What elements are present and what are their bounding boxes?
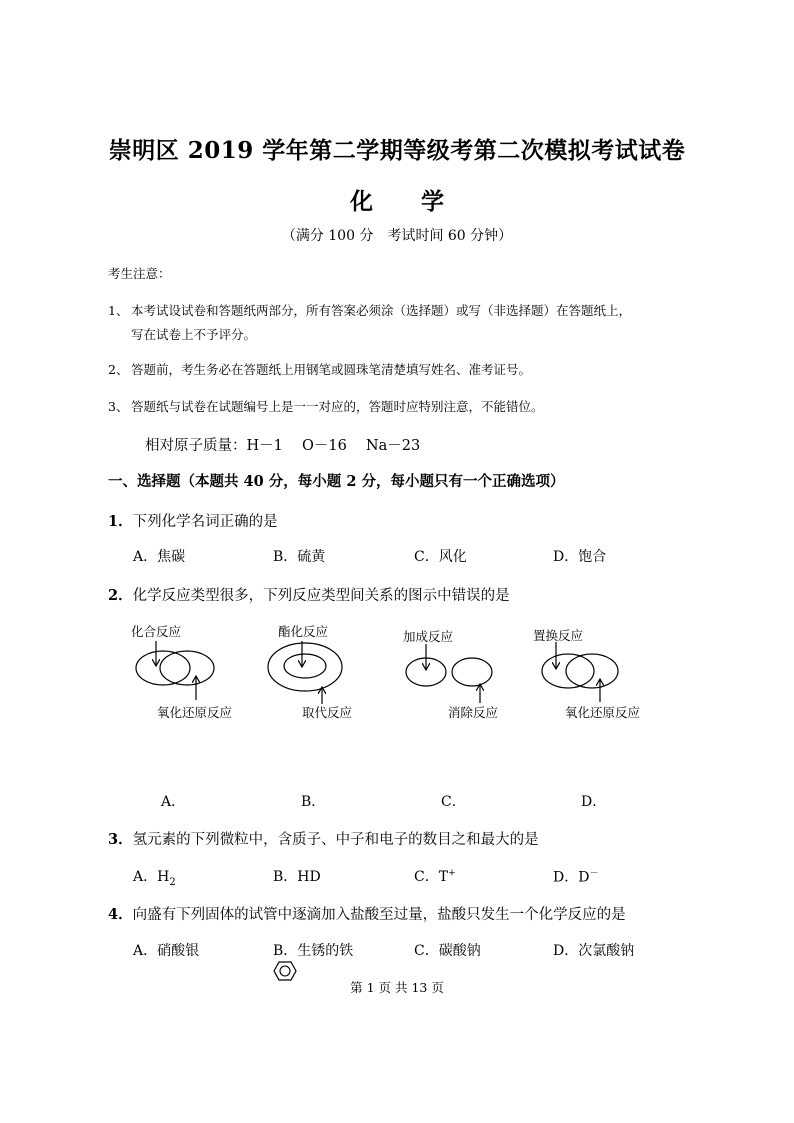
q3-option-d-text: D．D [553,869,590,886]
diagram-a-bottom-label: 氧化还原反应 [157,705,233,720]
q3-option-c [414,866,456,886]
notice-item-3: 答题纸与试卷在试题编号上是一一对应的，答题时应特别注意，不能错位。 [131,399,544,414]
diagram-c-ellipse-right [452,658,492,686]
q3-option-c-superscript: + [448,868,456,879]
q2-option-a: A． [161,794,186,810]
section-heading: 一、选择题（本题共 40 分，每小题 2 分，每小题只有一个正确选项） [108,473,565,490]
diagram-a [136,641,214,700]
diagram-d-bottom-label: 氧化还原反应 [565,705,641,720]
subject-char-1: 化 [350,188,373,215]
question-4-number: 4． [108,906,133,923]
notice-item-1: 本考试设试卷和答题纸两部分，所有答案必须涂（选择题）或写（非选择题）在答题纸上， [131,303,632,318]
notice-num-1: 1、 [108,303,129,318]
diagram-c-bottom-label: 消除反应 [448,705,499,720]
q1-option-b: B．硫黄 [273,549,326,565]
question-1-number: 1． [108,513,133,530]
diagram-b-ellipse-inner [284,654,326,678]
question-3-number: 3． [108,831,133,848]
q4-option-b: B．生锈的铁 [273,943,354,959]
question-2-text: 化学反应类型很多，下列反应类型间关系的图示中错误的是 [132,588,510,604]
diagram-c [406,644,492,703]
q1-option-d: D．饱合 [553,549,607,565]
q2-option-c: C． [441,794,466,810]
notice-num-2: 2、 [108,362,129,377]
atomic-mass-line: 相对原子质量：H－1 O－16 Na－23 [145,438,421,454]
q3-option-a [133,866,176,888]
notice-item-2: 答题前，考生务必在答题纸上用钢笔或圆珠笔清楚填写姓名、准考证号。 [131,362,532,377]
subject-char-2: 学 [421,188,444,215]
q4-option-d: D．次氯酸钠 [553,943,635,959]
q4-option-c: C．碳酸钠 [414,943,481,959]
question-1-text: 下列化学名词正确的是 [132,514,278,530]
q2-option-d: D． [581,794,607,810]
question-4-text: 向盛有下列固体的试管中逐滴加入盐酸至过量，盐酸只发生一个化学反应的是 [132,907,626,923]
diagram-d [542,642,618,702]
question-2-number: 2． [108,587,133,604]
diagram-a-top-label: 化合反应 [131,624,182,639]
diagram-b [268,641,342,704]
exam-title: 崇明区 2019 学年第二学期等级考第二次模拟考试试卷 [108,137,686,164]
diagram-b-bottom-label: 取代反应 [302,705,353,720]
q1-option-a: A．焦碳 [133,549,186,565]
notice-num-3: 3、 [108,399,129,414]
q1-option-c: C．风化 [414,549,467,565]
diagram-b-top-label: 酯化反应 [278,624,329,639]
page-footer: 第 1 页 共 13 页 [350,980,444,995]
notice-heading: 考生注意： [108,266,171,281]
q3-option-a-subscript: 2 [169,876,176,888]
q3-option-d-superscript: － [589,869,599,879]
diagram-d-top-label: 置换反应 [533,628,584,643]
q3-option-d [553,866,598,887]
q3-option-b: B．HD [273,869,321,885]
diagram-b-ellipse-outer [268,643,342,691]
diagram-a-ellipse-right [160,651,214,685]
diagram-d-ellipse-right [566,654,618,688]
question-3 [108,828,539,849]
question-4 [108,903,626,924]
q3-option-a-text: A．H [133,869,170,885]
q3-option-c-text: C．T [414,869,449,885]
question-3-text: 氢元素的下列微粒中，含质子、中子和电子的数目之和最大的是 [132,832,539,848]
q2-option-b: B． [301,794,326,810]
diagram-a-ellipse-left [136,651,190,685]
q4-option-a: A．硝酸银 [133,943,200,959]
notice-item-1-cont: 写在试卷上不予评分。 [131,327,257,342]
diagram-c-top-label: 加成反应 [403,629,454,644]
exam-meta: （满分 100 分 考试时间 60 分钟） [281,228,513,244]
diagram-d-ellipse-left [542,654,594,688]
